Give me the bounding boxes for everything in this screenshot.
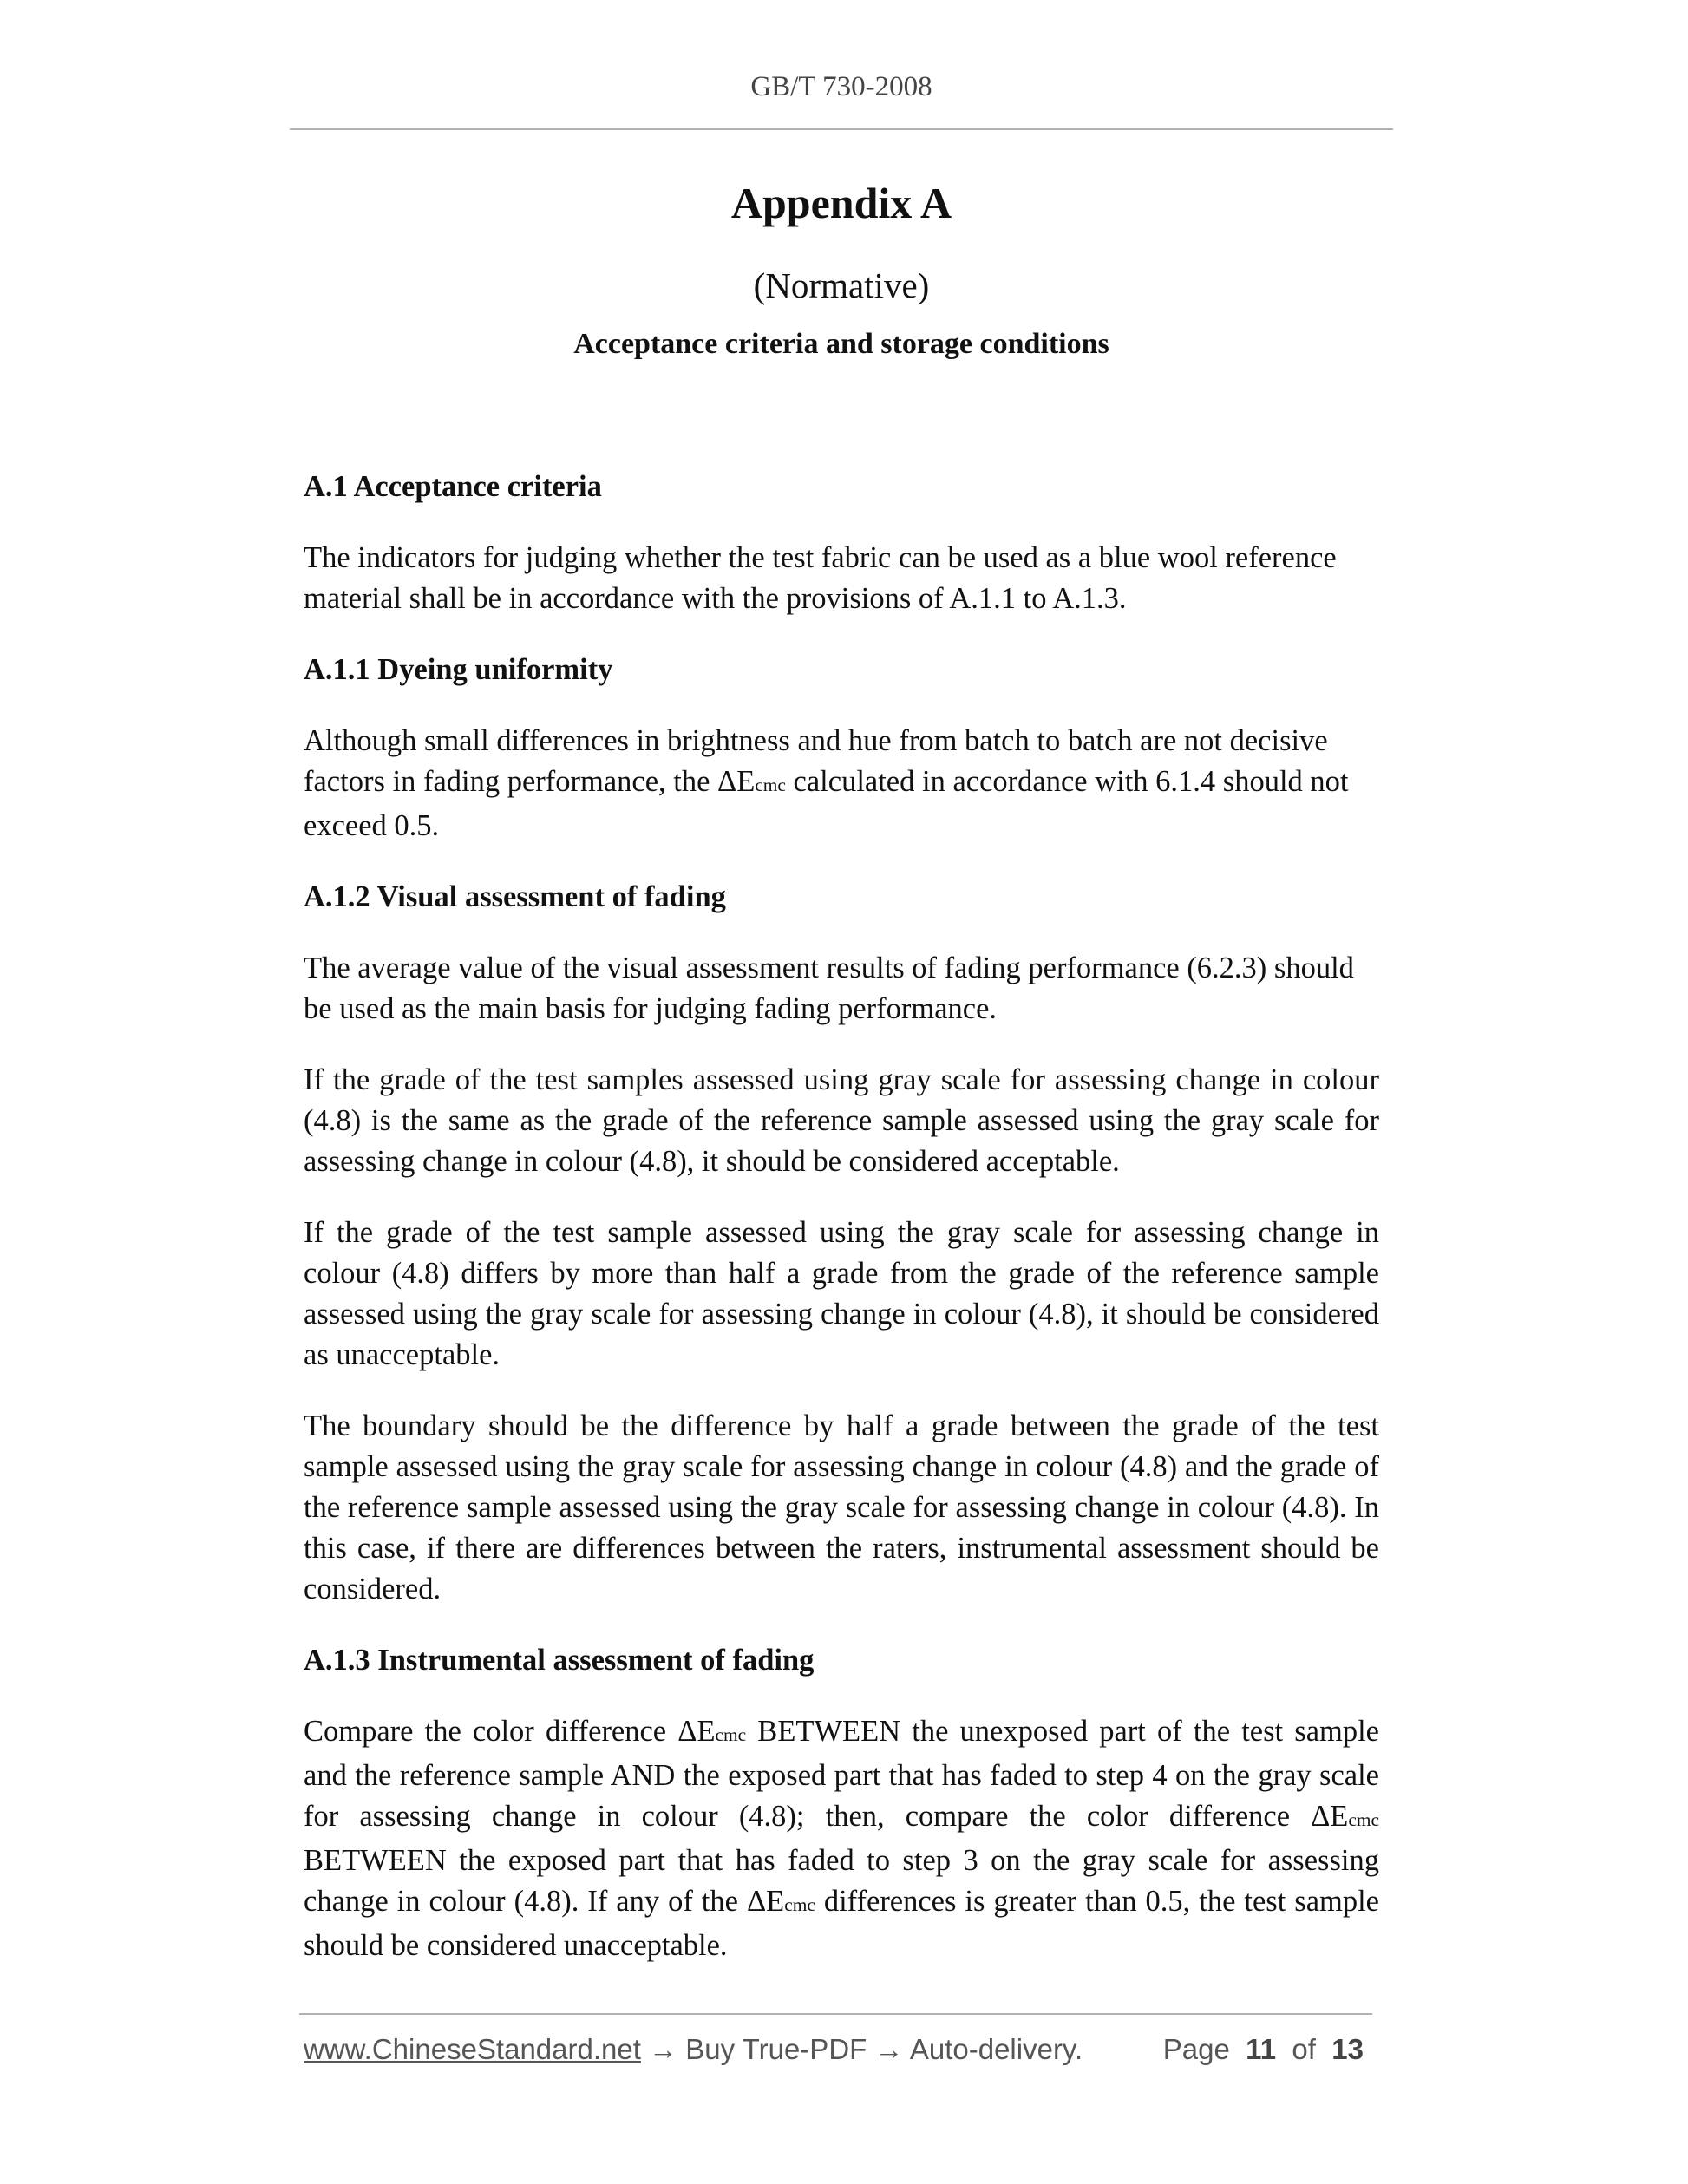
section-a12-paragraph-3: If the grade of the test sample assessed using the gray scale for assessing change in colour (4.8) differs by more than half a grade from the grade of the reference sample assessed using the gray scale for assessing change in colour (4.8), it should be considered as unacceptable. bbox=[304, 1216, 1379, 1371]
paragraph-text: Although small differences in brightness and hue from batch to batch are not decisive factors in fading performance, the bbox=[304, 724, 1328, 798]
page-number bbox=[1163, 2033, 1364, 2066]
section-a12-heading: A.1.2 Visual assessment of fading bbox=[304, 880, 726, 913]
delta-e-subscript: cmc bbox=[1348, 1809, 1379, 1830]
document-body bbox=[304, 467, 1379, 1997]
total-pages: 13 bbox=[1331, 2033, 1364, 2065]
section-a11-paragraph bbox=[304, 721, 1379, 847]
delta-e-symbol: ΔE bbox=[1311, 1800, 1349, 1833]
delta-e-subscript: cmc bbox=[784, 1894, 815, 1915]
section-a1-heading: A.1 Acceptance criteria bbox=[304, 470, 602, 503]
page-of-label: of bbox=[1292, 2033, 1316, 2065]
section-a13-paragraph bbox=[304, 1711, 1379, 1966]
footer-divider bbox=[299, 2013, 1372, 2015]
appendix-title: Appendix A bbox=[730, 179, 952, 227]
section-a12-paragraph-4: The boundary should be the difference by half a grade between the grade of the test sample assessed using the gray scale for assessing change in colour (4.8) and the grade of the reference sample assessed using the gray scale for assessing change in colour (4.8). In this case, if there are differences between the raters, instrumental assessment should be considered. bbox=[304, 1409, 1379, 1605]
delta-e-symbol: ΔE bbox=[677, 1715, 716, 1748]
paragraph-text: BETWEEN the exposed part that has faded to step 3 on the gray scale for assessing change in colour (4.8). If any of the bbox=[304, 1844, 1379, 1918]
website-link[interactable]: www.ChineseStandard.net bbox=[304, 2033, 641, 2065]
paragraph-text: BETWEEN the unexposed part of the test sample and the reference sample AND the exposed part that has faded to step 4 on the gray scale for assessing change in colour (4.8); then, compare the color difference bbox=[304, 1715, 1379, 1833]
section-a12-paragraph-2: If the grade of the test samples assessed using gray scale for assessing change in colour (4.8) is the same as the grade of the reference sample assessed using the gray scale for assessing change in colour (4.8), it should be considered acceptable. bbox=[304, 1063, 1379, 1178]
appendix-subtitle: (Normative) bbox=[753, 265, 930, 305]
paragraph-text: differences is greater than 0.5, the test sample should be considered unacceptable. bbox=[304, 1885, 1379, 1962]
page-label: Page bbox=[1162, 2033, 1230, 2065]
section-a12-paragraph-1: The average value of the visual assessment results of fading performance (6.2.3) should be used as the main basis for judging fading performance. bbox=[304, 951, 1354, 1025]
paragraph-text: Compare the color difference bbox=[304, 1715, 678, 1748]
appendix-heading: Acceptance criteria and storage conditions bbox=[573, 328, 1109, 360]
delta-e-subscript: cmc bbox=[755, 775, 786, 795]
document-id-header: GB/T 730-2008 bbox=[750, 71, 932, 102]
footer-promo bbox=[304, 2033, 1083, 2066]
header-divider bbox=[290, 128, 1393, 130]
section-a11-heading: A.1.1 Dyeing uniformity bbox=[304, 653, 613, 686]
auto-delivery-text: Auto-delivery. bbox=[909, 2033, 1083, 2065]
current-page: 11 bbox=[1246, 2033, 1277, 2065]
delta-e-symbol: ΔE bbox=[746, 1885, 785, 1918]
section-a1-paragraph: The indicators for judging whether the test fabric can be used as a blue wool reference material shall be in accordance with the provisions of A.1.1 to A.1.3. bbox=[304, 541, 1337, 615]
buy-true-pdf-text: Buy True-PDF bbox=[685, 2033, 867, 2065]
arrow-right-icon: → bbox=[649, 2033, 678, 2065]
delta-e-symbol: ΔE bbox=[717, 765, 756, 798]
section-a13-heading: A.1.3 Instrumental assessment of fading bbox=[304, 1644, 815, 1677]
page-footer bbox=[304, 2033, 1372, 2071]
arrow-right-icon: → bbox=[874, 2033, 904, 2065]
delta-e-subscript: cmc bbox=[715, 1724, 747, 1745]
paragraph-text: calculated in accordance with 6.1.4 should not exceed 0.5. bbox=[304, 765, 1349, 842]
